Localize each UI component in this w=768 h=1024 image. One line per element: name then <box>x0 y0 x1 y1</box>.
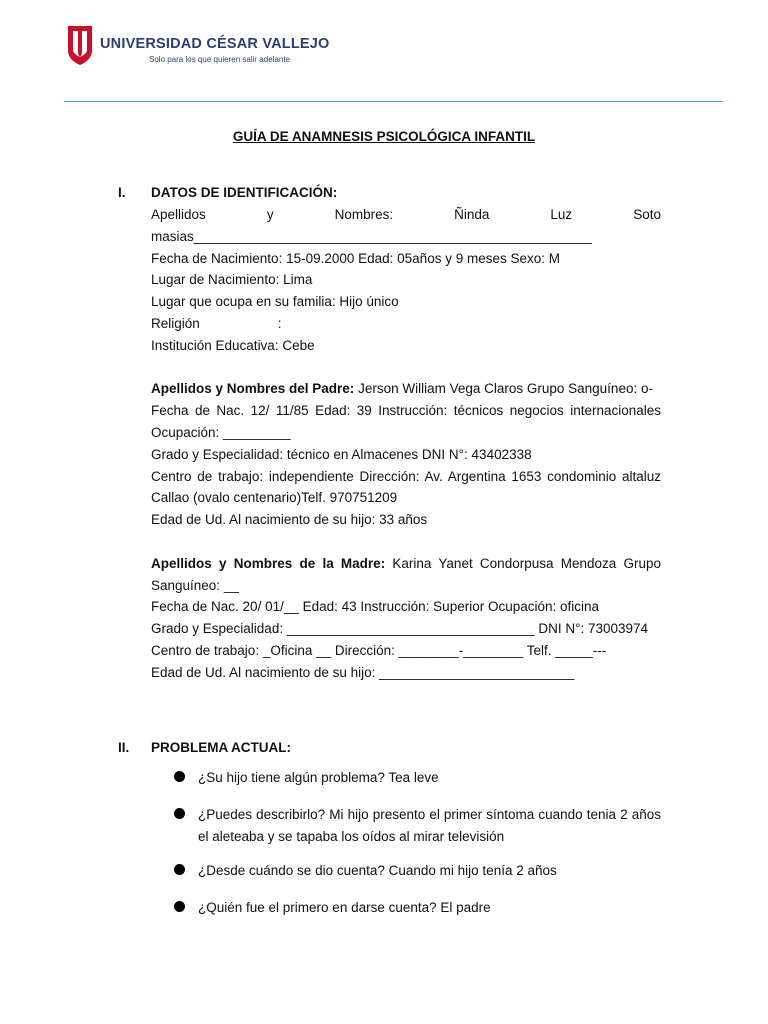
religion-label: Religión <box>151 315 200 331</box>
bullet-icon <box>174 864 185 875</box>
list-item <box>174 767 661 789</box>
father-age-at-birth: Edad de Ud. Al nacimiento de su hijo: 33 años <box>151 512 428 528</box>
list-item <box>174 804 661 848</box>
bullet-icon <box>174 901 185 912</box>
word: y <box>266 207 274 222</box>
university-logo <box>66 24 330 70</box>
father-birth: Fecha de Nac. 12/ 11/85 Edad: 39 Instrucción: técnicos negocios internacionales Ocupación: _________ <box>151 403 661 440</box>
mother-names-value: Karina Yanet Condorpusa Mendoza Grupo Sanguíneo: __ <box>151 555 661 593</box>
mother-birth: Fecha de Nac. 20/ 01/__ Edad: 43 Instrucción: Superior Ocupación: oficina <box>151 599 600 615</box>
word: Soto <box>633 207 661 222</box>
child-names-continued: masias_____________________________________________________ <box>151 228 592 244</box>
father-work: Centro de trabajo: independiente Dirección: Av. Argentina 1653 condominio altaluz Callao (ovalo centenario)Telf. 970751209 <box>151 468 661 506</box>
religion-colon: : <box>277 315 282 331</box>
list-item-text: ¿Puedes describirlo? Mi hijo presento el primer síntoma cuando tenia 2 años el aleteaba y se tapaba los oídos al mirar televisión <box>198 807 661 844</box>
school: Institución Educativa: Cebe <box>151 337 315 353</box>
birth-info: Fecha de Nacimiento: 15-09.2000 Edad: 05años y 9 meses Sexo: M <box>151 250 560 266</box>
father-label: Apellidos y Nombres del Padre: <box>151 381 355 397</box>
mother-work: Centro de trabajo: _Oficina __ Dirección: ________-________ Telf. _____--- <box>151 642 607 658</box>
list-item-text: ¿Desde cuándo se dio cuenta? Cuando mi hijo tenía 2 años <box>198 863 557 878</box>
mother-names <box>151 553 661 597</box>
family-position: Lugar que ocupa en su familia: Hijo único <box>151 294 399 310</box>
list-item <box>174 860 661 882</box>
bullet-icon <box>174 808 185 819</box>
mother-age-at-birth: Edad de Ud. Al nacimiento de su hijo: __________________________ <box>151 664 575 680</box>
university-name: UNIVERSIDAD CÉSAR VALLEJO <box>100 36 330 52</box>
list-item-text: ¿Su hijo tiene algún problema? Tea leve <box>198 770 439 785</box>
father-names <box>151 378 661 400</box>
section-title: PROBLEMA ACTUAL: <box>151 740 291 755</box>
list-item <box>174 897 661 919</box>
word: Ñinda <box>454 207 490 222</box>
father-grade: Grado y Especialidad: técnico en Almacenes DNI N°: 43402338 <box>151 446 532 462</box>
bullet-icon <box>174 771 185 782</box>
document-title: GUÍA DE ANAMNESIS PSICOLÓGICA INFANTIL <box>232 129 536 144</box>
word: Nombres: <box>334 207 394 222</box>
header-divider <box>64 101 723 102</box>
ucv-crest-icon <box>66 24 94 66</box>
section-number: I. <box>118 185 126 200</box>
word: Luz <box>550 207 573 222</box>
section-title: DATOS DE IDENTIFICACIÓN: <box>151 185 338 200</box>
word: Apellidos <box>151 207 206 222</box>
father-names-value: Jerson William Vega Claros Grupo Sanguíneo: o- <box>354 381 653 397</box>
section-number: II. <box>118 740 130 755</box>
identification-data <box>151 204 661 684</box>
child-names-line <box>151 204 661 226</box>
mother-label: Apellidos y Nombres de la Madre: <box>151 555 386 571</box>
mother-grade: Grado y Especialidad: _________________________________ DNI N°: 73003974 <box>151 621 649 637</box>
religion <box>151 313 661 335</box>
university-tagline: Solo para los que quieren salir adelante <box>149 55 290 64</box>
list-item-text: ¿Quién fue el primero en darse cuenta? El padre <box>198 900 491 915</box>
birthplace: Lugar de Nacimiento: Lima <box>151 272 313 288</box>
